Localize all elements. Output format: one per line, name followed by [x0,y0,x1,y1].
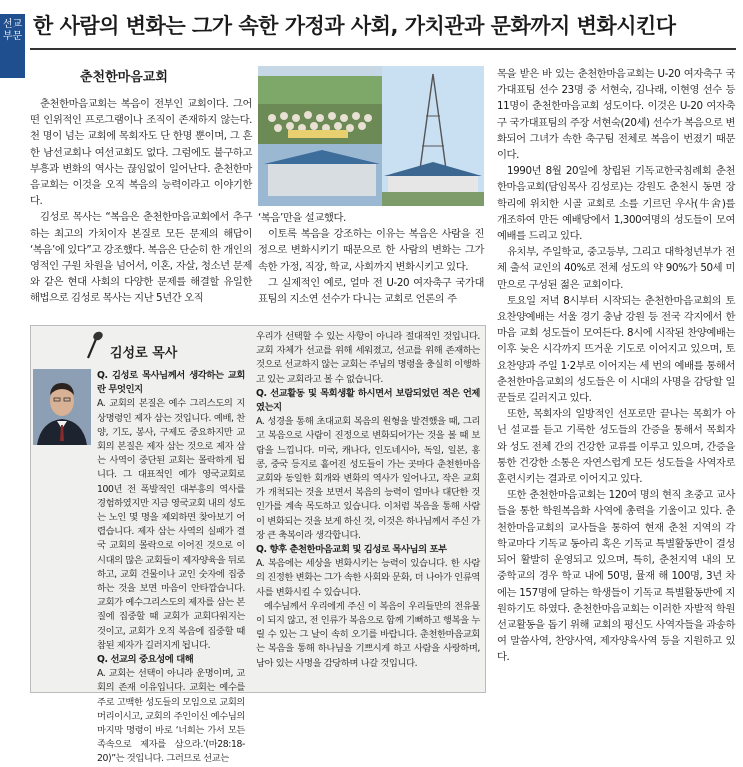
church-photo-illustration [258,66,484,206]
interview-question: Q. 선교활동 및 목회생활 하시면서 보람되었던 적은 언제였는지 [256,387,480,414]
paragraph: 1990년 8월 20일에 창립된 기독교한국침례회 춘천한마음교회(담임목사 김성로)는 강원도 춘천시 동면 장학리에 위치한 시골 교회로 소를 기르던 우사(牛舍)를 개조하여 만든 예배당에서 1,300여명의 성도들이 모여 예배를 드리고 있다. [497,165,735,243]
section-tab: 선교부문 [0,14,25,78]
paragraph: 목을 받은 바 있는 춘천한마음교회는 U-20 여자축구 국가대표팀 선수 23명 중 서현숙, 김나래, 이현영 선수 등 11명이 춘천한마음교회 성도이다. 이것은 U-20 여자축구 국가대표팀의 주장 서현숙(20세) 선수가 복음으로 변화되어 그녀가 속한 축구팀 전체로 복음이 번졌기 때문이다. [497,68,735,162]
article-column-left [30,96,252,318]
article-headline: 한 사람의 변화는 그가 속한 가정과 사회, 가치관과 문화까지 변화시킨다 [33,14,676,38]
interview-answer: A. 교회의 본질은 예수 그리스도의 지상명령인 제자 삼는 것입니다. 예배, 찬양, 기도, 봉사, 구제도 중요하지만 교회의 본질은 제자 삼는 것으로 제자 삼는 사역이 중단된 교회는 몰락하게 됩니다. 그 대표적인 예가 영국교회로 100년 전 폭발적인 대부흥의 역사를 경험하였지만 지금 영국교회 내의 성도는 노인 몇 명을 제외하면 찾아보기 어렵습니다. 제자 삼는 사역의 실패가 결국 교회의 몰락으로 이어진 것으로 이 시대의 많은 교회들이 제자양육을 뒤로하고, 교회 건물이나 교인 숫자에 집중하는 것을 보면 마음이 안타깝습니다. 교회가 예수그리스도의 제자를 삼는 본질에 집중할 때 교회가 교회다워지는 것이고, 교회가 오직 복음에 집중할 때 참된 제자가 길러지게 됩니다. [97,398,245,651]
paragraph: 또한 춘천한마음교회는 120여 명의 현직 초중고 교사들을 통한 학원복음화 사역에 총력을 기울이고 있다. 춘천한마음교회의 교사들을 통하여 현재 춘천 지역의 각 학교마다 기독교 동아리 혹은 기독교 특별활동반이 결성되어 활발히 운영되고 있으며, 특히, 춘천지역 내의 모 중학교의 경우 학교 내에 50명, 뮬재 해 100명, 3년 차에는 157명에 달하는 학생들이 기독교 특별활동반에 지원하기도 하였다. 춘천한마음교회는 이러한 자발적 학원선교활동을 돕기 위해 교회의 평신도 사역자들을 과송하여 말씀사역, 찬양사역, 제자양육사역 등을 지원하고 있다. [497,489,735,664]
paragraph: 토요일 저녁 8시부터 시작되는 춘천한마음교회의 토요찬양예배는 서울 경기 충남 강원 등 전국 각지에서 한마음 교회 성도들이 모여든다. 8시에 시작된 찬양예배는 이후 늦은 시각까지 뜨거운 기도로 이어지고 있으며, 토요찬양과 주일 1·2부로 이어지는 세 번의 예배를 통해서 춘천한마음교회의 성도들은 이 시대의 사명을 감당할 일꾼들로 길러지고 있다. [497,294,735,405]
headline-rule [30,48,736,50]
interview-question: Q. 선교의 중요성에 대해 [97,654,194,666]
interview-answer: A. 복음에는 세상을 변화시키는 능력이 있습니다. 한 사람의 진정한 변화는 그가 속한 사회와 문화, 더 나아가 인류역사를 변화시킬 수 있습니다. [256,558,480,598]
paragraph: 이토록 복음을 강조하는 이유는 복음은 사람을 진정으로 변화시키기 때문으로 한 사람의 변화는 그가 속한 가정, 직장, 학교, 사회까지 변화시키고 있다. [258,228,484,273]
pastor-portrait [33,369,91,445]
paragraph: ‘복음’만을 설교했다. [258,212,346,224]
paragraph: 김성로 목사는 “복음은 춘천한마음교회에서 추구하는 최고의 가치이자 본질로 모든 문제의 해답이 ‘복음’에 있다”고 강조했다. 복음은 단순히 한 개인의 영적인 구원 차원을 넘어서, 이혼, 자살, 청소년 문제와 같은 현대 사회의 다양한 문제를 해결할 유일한 해법으로 김성로 목사는 지난 5년간 오직 [30,211,252,305]
interview-question: Q. 김성로 목사님께서 생각하는 교회란 무엇인지 [97,370,245,396]
interview-answer: A. 교회는 선택이 아니라 운명이며, 교회의 존재 이유입니다. 교회는 예수를 주로 고백한 성도들의 모임으로 교회의 머리이시고, 교회의 주인이신 예수님의 마지막 명령이 바로 ‘너희는 가서 모든 족속으로 제자를 삼으라.’(마28:18-20)”는 것입니다. 그러므로 선교는 [97,668,245,765]
article-column-right [497,66,735,696]
interview-column-left [97,369,245,765]
paragraph: 유치부, 주일학교, 중고등부, 그리고 대학청년부가 전체 출석 교인의 40%로 전체 성도의 약 90%가 50세 미만으로 구성된 젊은 교회이다. [497,246,735,291]
interview-title: 김성로 목사 [110,346,178,361]
paragraph: 춘천한마음교회는 복음이 전부인 교회이다. 그어떤 인위적인 프로그램이나 조직이 존재하지 않는다. 천 명이 넘는 교회에 목회자도 단 한명 뿐이며, 그 흔한 남선교회나 여선교회도 없다. 그럼에도 불구하고 부흥과 변화의 역사는 끊임없이 일어난다. 춘천한마음교회는 이것을 오직 복음의 능력이라고 이야기한다. [30,98,252,208]
paragraph: 그 실제적인 예로, 얼마 전 U-20 여자축구 국가대표팀의 지소연 선수가 다니는 교회로 언론의 주 [258,276,484,306]
church-photo [258,66,484,206]
portrait-illustration [33,369,91,445]
interview-column-right [256,330,480,691]
article-column-middle [258,210,484,320]
interview-answer: 예수님께서 우리에게 주신 이 복음이 우리들만의 전유물이 되지 않고, 전 인류가 복음으로 함께 기뻐하고 행복을 누릴 수 있는 그 날이 속히 오기를 바랍니다. 춘천한마음교회는 복음을 통해 하나님을 기쁘시게 하고 사람을 사랑하며, 남아 있는 사명을 감당하며 나갈 것입니다. [256,600,480,669]
interview-question: Q. 향후 춘천한마음교회 및 김성로 목사님의 포부 [256,544,447,556]
article-subhead: 춘천한마음교회 [80,70,168,85]
paragraph: 또한, 목회자의 일방적인 선포로만 끝나는 목회가 아닌 설교를 듣고 기록한 성도들의 간증을 통해서 목회자와 성도 전체 간의 건강한 교류를 이루고 있으며, 간증을 통한 건강한 소통은 자연스럽게 모든 성도들을 사역자로 훈련시키는 결과로 이어지고 있다. [497,408,735,486]
interview-answer: A. 성경을 통해 초대교회 복음의 원형을 발견했을 때, 그리고 복음으로 사람이 진정으로 변화되어가는 것을 볼 때 보람을 느낍니다. 미국, 캐나다, 인도네시아, 독일, 일본, 홍콩, 중국 등지로 흩어진 성도들이 가는 곳마다 춘천한마음교회와 동일한 회개와 변화의 역사가 일어나고, 작은 교회가 개척되는 것을 보면서 복음의 능력이 얼마나 대단한 것인가를 계속 목도하고 있습니다. 이처럼 복음을 통해 사람이 변화되는 것을 보게 하신 것, 이것은 하나님께서 주신 가장 큰 축복이라 생각합니다. [256,416,480,541]
microphone-icon [84,330,104,360]
interview-answer: 우리가 선택할 수 있는 사항이 아니라 절대적인 것입니다. 교회 자체가 선교를 위해 세워졌고, 선교를 위해 존재하는 것으로 선교하지 않는 교회는 주님의 명령을 충실히 이행하고 있는 교회라고 볼 수 없습니다. [256,331,480,385]
